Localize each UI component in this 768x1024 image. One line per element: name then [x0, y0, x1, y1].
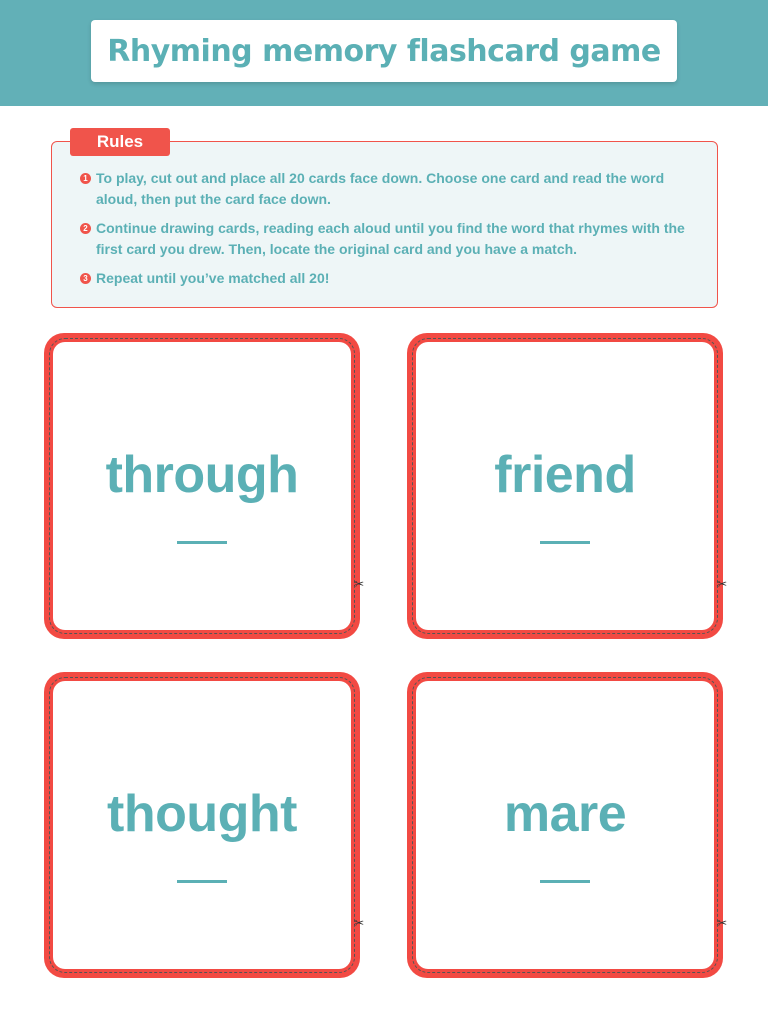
card-word: through [105, 446, 299, 504]
card-underline [177, 541, 227, 544]
rule-item [80, 168, 690, 210]
card-underline [177, 880, 227, 883]
page-title: Rhyming memory flashcard game [107, 33, 661, 69]
rule-text: Repeat until you’ve matched all 20! [96, 270, 330, 286]
card-word: thought [107, 785, 297, 843]
card-underline [540, 541, 590, 544]
rule-number-badge: 2 [80, 223, 91, 234]
rule-item [80, 268, 690, 289]
scissors-icon: ✂ [354, 577, 365, 591]
rule-number-badge: 1 [80, 173, 91, 184]
rules-tab: Rules [70, 128, 170, 156]
title-box [91, 20, 677, 82]
flashcard-through[interactable] [44, 333, 365, 639]
card-word: friend [494, 446, 636, 504]
rule-text: Continue drawing cards, reading each aloud until you find the word that rhymes with the first card you drew. Then, locate the original card and you have a match. [96, 220, 685, 257]
scissors-icon: ✂ [717, 916, 728, 930]
flashcard-mare[interactable] [407, 672, 728, 978]
flashcard-friend[interactable] [407, 333, 728, 639]
rule-number-badge: 3 [80, 273, 91, 284]
rule-item [80, 218, 690, 260]
card-word: mare [503, 785, 627, 843]
flashcard-thought[interactable] [44, 672, 365, 978]
card-underline [540, 880, 590, 883]
header-band [0, 0, 768, 106]
rules-list [80, 168, 690, 297]
scissors-icon: ✂ [717, 577, 728, 591]
scissors-icon: ✂ [354, 916, 365, 930]
rule-text: To play, cut out and place all 20 cards face down. Choose one card and read the word aloud, then put the card face down. [96, 170, 665, 207]
